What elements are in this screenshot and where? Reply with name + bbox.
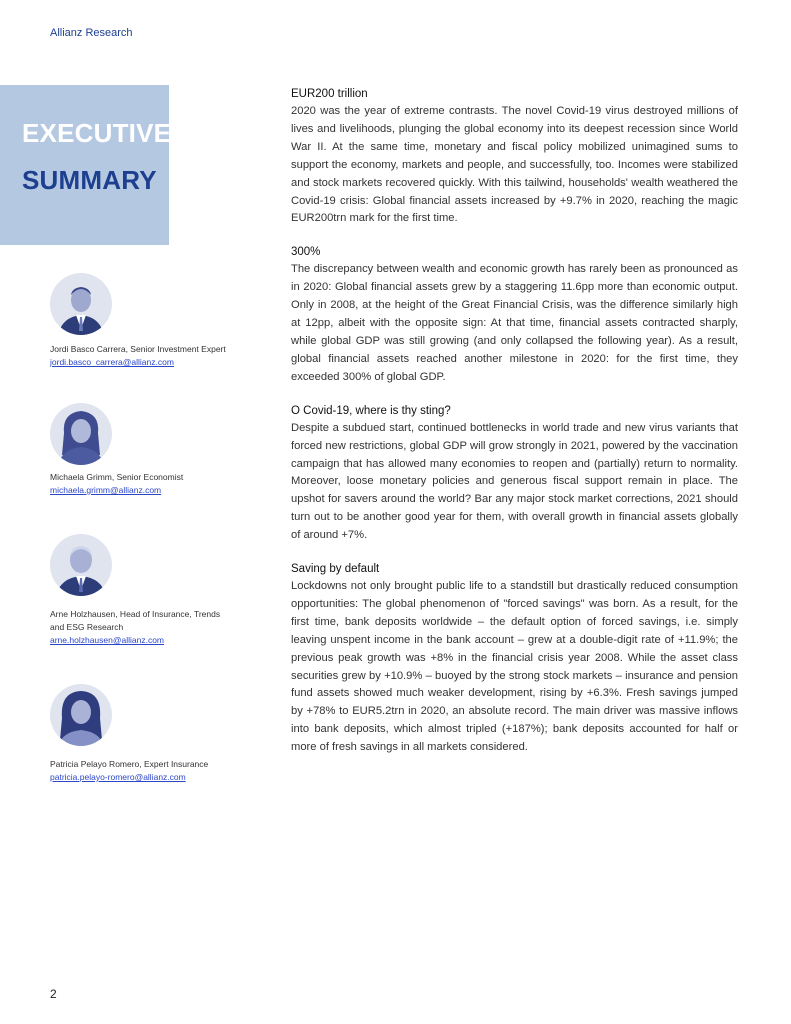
section-body: Lockdowns not only brought public life to a standstill but drastically reduced consumption opportunities: The global phenomenon of "forced savings" was born. As a result, for the first time, bank deposits worldwide – the default option of forced savings, i.e. simply leaving unspent income in the bank account – grew at a double-digit rate of +11.9%; the previous peak growth was +8% in the financial crisis year 2008. While the asset class securities grew by +10.9% – buoyed by the strong stock markets – insurance and pension fund assets showed much weaker development, rising by +6.3%. Fresh savings jumped by +78% to EUR5.2trn in 2020, an absolute record. The main driver was massive inflows into bank deposits, which almost tripled (+187%); bank deposits accounted for half or more of fresh savings in all markets considered. <box>291 580 738 754</box>
author-name: Patricia Pelayo Romero, Expert Insurance <box>50 759 209 769</box>
section-body: The discrepancy between wealth and economic growth has rarely been as pronounced as in 2020: Global financial assets grew by a staggering 11.6pp more than economic output. Only in 2008, at the height of the Great Financial Crisis, was the difference similarly high at 12pp, albeit with the opposite sign: At that time, financial assets contracted sharply, while global GDP was still growing (and only collapsed the following year). As a result, global financial assets reached another milestone in 2020: for the first time, they exceeded 300% of global GDP. <box>291 263 738 383</box>
author-photo <box>50 273 112 335</box>
author-name: Arne Holzhausen, Head of Insurance, Trends and ESG Research <box>50 609 221 632</box>
section-body: 2020 was the year of extreme contrasts. The novel Covid-19 virus destroyed millions of lives and livelihoods, plunging the global economy into its deepest recession since World War II. At the same time, monetary and fiscal policy mobilized unimagined sums to support the economy, markets and people, and successfully, too. Incomes were stabilized and stock markets recovered quickly. With this tailwind, households' wealth weathered the Covid-19 crisis: Global financial assets increased by +9.7% in 2020, reaching the magic EUR200trn mark for the first time. <box>291 105 738 225</box>
author-email-link[interactable]: arne.holzhausen@allianz.com <box>50 635 164 645</box>
section-body: Despite a subdued start, continued bottlenecks in world trade and new virus variants that forced new restrictions, global GDP will grow strongly in 2021, powered by the vaccination campaign that has allowed many economies to reopen and (partially) return to normality. Moreover, loose monetary policies and generous fiscal support remain in place. The upshot for savers around the world? Bar any major stock market corrections, 2021 should turn out to be another good year for them, with overall growth in financial assets globally of around +7%. <box>291 421 738 542</box>
author-info <box>50 471 250 497</box>
author-email-link[interactable]: michaela.grimm@allianz.com <box>50 485 162 495</box>
main-content <box>291 86 738 773</box>
page-number: 2 <box>50 987 57 1001</box>
author-email-link[interactable]: patricia.pelayo-romero@allianz.com <box>50 772 186 782</box>
section <box>291 403 738 545</box>
portrait-icon <box>50 273 112 335</box>
author-info <box>50 758 250 784</box>
author-card <box>50 273 250 335</box>
portrait-icon <box>50 403 112 465</box>
section-heading: EUR200 trillion <box>291 88 368 100</box>
section <box>291 561 738 757</box>
author-card <box>50 534 250 596</box>
executive-summary-box <box>0 85 172 245</box>
section-heading: 300% <box>291 246 321 259</box>
author-info <box>50 608 250 647</box>
author-name: Jordi Basco Carrera, Senior Investment Expert <box>50 344 226 354</box>
author-card <box>50 403 250 465</box>
author-photo <box>50 403 112 465</box>
executive-title-line2: SUMMARY <box>22 165 157 195</box>
author-photo <box>50 684 112 746</box>
section <box>291 244 738 386</box>
author-photo <box>50 534 112 596</box>
executive-title-line1: EXECUTIVE <box>22 118 172 148</box>
section-heading: Saving by default <box>291 563 380 576</box>
section <box>291 86 738 228</box>
author-name: Michaela Grimm, Senior Economist <box>50 472 184 482</box>
brand-header: Allianz Research <box>50 27 133 39</box>
author-email-link[interactable]: jordi.basco_carrera@allianz.com <box>50 357 174 367</box>
portrait-icon <box>50 684 112 746</box>
portrait-icon <box>50 534 112 596</box>
section-heading: O Covid-19, where is thy sting? <box>291 404 451 417</box>
author-card <box>50 684 250 746</box>
author-info <box>50 343 250 369</box>
